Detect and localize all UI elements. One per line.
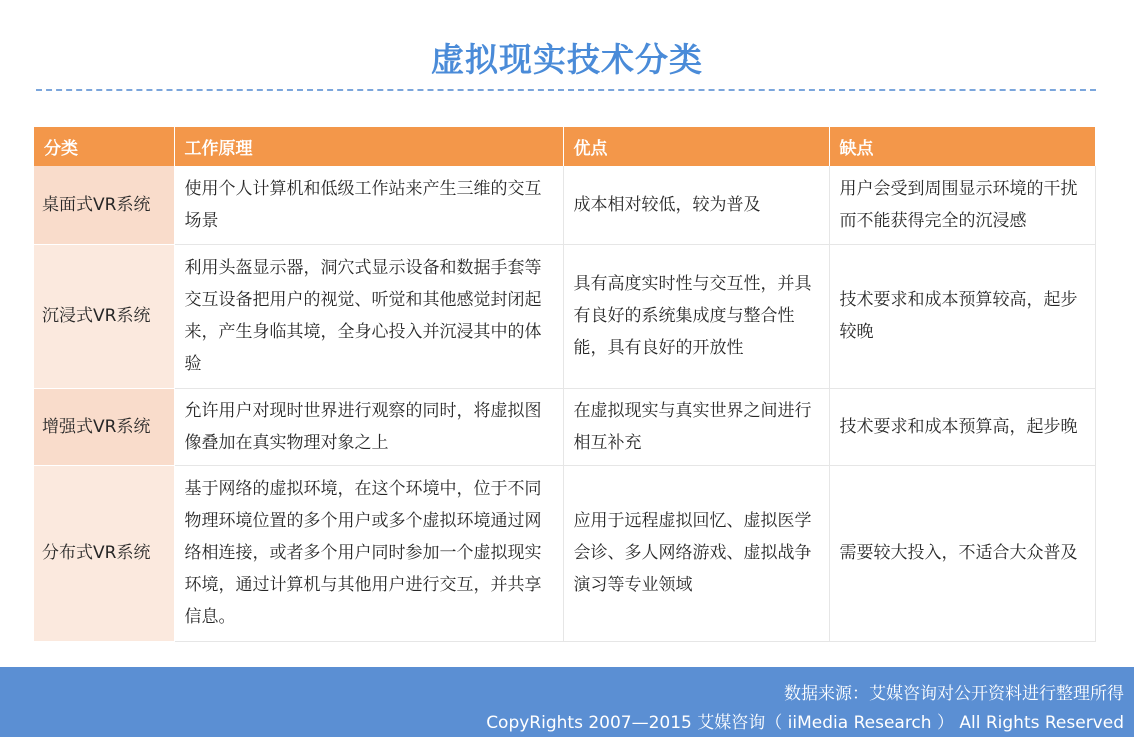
row-pros: 应用于远程虚拟回忆、虚拟医学会诊、多人网络游戏、虚拟战争演习等专业领域 (563, 465, 829, 641)
row-principle: 使用个人计算机和低级工作站来产生三维的交互场景 (174, 166, 563, 244)
data-source-note: 数据来源：艾媒咨询对公开资料进行整理所得 (784, 684, 1124, 704)
row-category: 沉浸式VR系统 (34, 244, 174, 388)
header-cons: 缺点 (829, 127, 1095, 166)
copyright-note: CopyRights 2007—2015 艾媒咨询（ iiMedia Research ） All Rights Reserved (486, 713, 1124, 733)
table-row (34, 244, 1095, 388)
table-row (34, 465, 1095, 641)
table-row (34, 166, 1095, 244)
row-cons: 技术要求和成本预算高，起步晚 (829, 388, 1095, 465)
table-header-row (34, 127, 1095, 166)
footer-bar (0, 667, 1134, 737)
table-row (34, 388, 1095, 465)
title-divider (36, 89, 1096, 91)
classification-table (34, 127, 1096, 642)
header-principle: 工作原理 (174, 127, 563, 166)
row-pros: 在虚拟现实与真实世界之间进行相互补充 (563, 388, 829, 465)
header-pros: 优点 (563, 127, 829, 166)
row-principle: 允许用户对现时世界进行观察的同时，将虚拟图像叠加在真实物理对象之上 (174, 388, 563, 465)
row-category: 桌面式VR系统 (34, 166, 174, 244)
row-principle: 基于网络的虚拟环境，在这个环境中，位于不同物理环境位置的多个用户或多个虚拟环境通过网络相连接，或者多个用户同时参加一个虚拟现实环境，通过计算机与其他用户进行交互，并共享信息。 (174, 465, 563, 641)
row-category: 分布式VR系统 (34, 465, 174, 641)
row-cons: 技术要求和成本预算较高，起步较晚 (829, 244, 1095, 388)
row-cons: 需要较大投入，不适合大众普及 (829, 465, 1095, 641)
row-category: 增强式VR系统 (34, 388, 174, 465)
row-principle: 利用头盔显示器，洞穴式显示设备和数据手套等交互设备把用户的视觉、听觉和其他感觉封闭起来，产生身临其境，全身心投入并沉浸其中的体验 (174, 244, 563, 388)
row-cons: 用户会受到周围显示环境的干扰而不能获得完全的沉浸感 (829, 166, 1095, 244)
row-pros: 具有高度实时性与交互性，并具有良好的系统集成度与整合性能，具有良好的开放性 (563, 244, 829, 388)
page-title: 虚拟现实技术分类 (431, 40, 703, 79)
row-pros: 成本相对较低，较为普及 (563, 166, 829, 244)
header-category: 分类 (34, 127, 174, 166)
